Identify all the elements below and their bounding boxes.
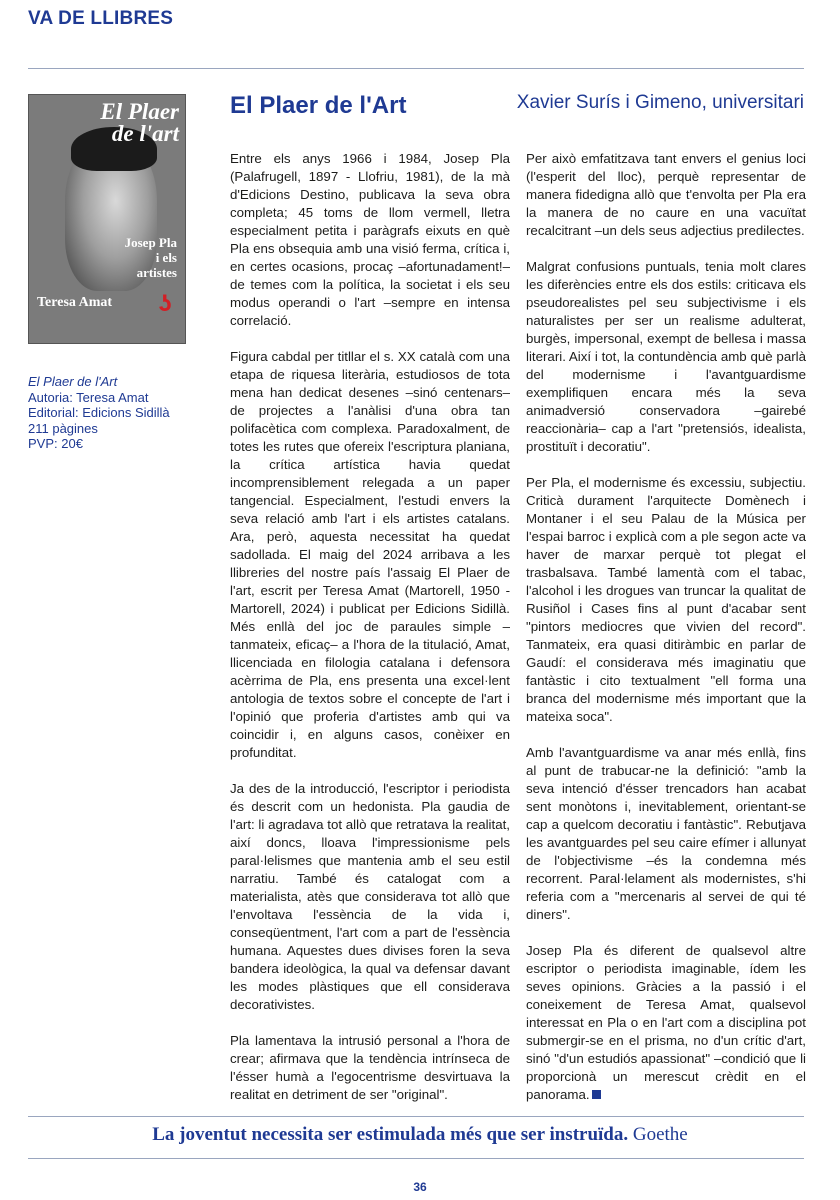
- paragraph: Malgrat confusions puntuals, tenia molt clares les diferències entre els dos estils: criticava els pseudorealistes pel seu subjectivisme i els naturalistes per ser un realisme adulterat, burgès, impersonal, exempt de bellesa i massa literari. Així i tot, la contundència amb què parlà del modernisme i l'avantguardisme exemplifiquen encara més la seva animadversió conservadora –gairebé reaccionària– cap a l'art "pretensiós, idealista, prostituït i decoratiu".: [526, 259, 806, 454]
- paragraph: Amb l'avantguardisme va anar més enllà, fins al punt de trabucar-ne la definició: "amb la seva intenció d'ésser trencadors han acabat sent monòtons i, inevitablement, orientant-se cap a quelcom decoratiu i fantàstic". Rebutjava les avantguardes pel seu caire efímer i allunyat de l'objectivisme –és la condemna més recorrent. Paral·lelament als modernistes, s'hi referia com a "mercenaris al servei de qui té diners".: [526, 745, 806, 922]
- paragraph: Per Pla, el modernisme és excessiu, subjectiu. Criticà durament l'arquitecte Domènech i Montaner i el seu Palau de la Música per l'espai barroc i explicà com a ple segon acte va haver de marxar perquè tot plegat el trasbalsava. També lamentà com el tabac, l'alcohol i les drogues van truncar la qualitat de Rusiñol i Cases fins al punt d'acabar sent "pintors mediocres que vivien del record". Tanmateix, era quasi ditiràmbic en parlar de Gaudí: el considerava més imaginatiu que fantàstic i cito textualment "ell forma una branca del modernisme més important que la mateixa soca".: [526, 475, 806, 724]
- top-divider: [28, 68, 804, 69]
- paragraph: Pla lamentava la intrusió personal a l'hora de crear; afirmava que la tendència intrínseca de l'ésser humà a l'egocentrisme desvirtuava la realitat en detriment de ser "original".: [230, 1033, 510, 1102]
- article-title: El Plaer de l'Art: [230, 92, 407, 119]
- paragraph-last: [526, 942, 806, 1104]
- cover-author: Teresa Amat: [37, 295, 113, 310]
- paragraph: Entre els anys 1966 i 1984, Josep Pla (Palafrugell, 1897 - Llofriu, 1981), de la mà d'Edicions Destino, publicava la seva obra completa; 45 toms de llom vermell, lletra especialment petita i paràgrafs eixuts en què Pla ens obsequia amb una visió ferma, crítica i, en certes ocasions, procaç –afortunadament!– de temes com la política, la societat i els seu modus operandi o l'art –sempre en intensa correlació.: [230, 151, 510, 328]
- cover-title: [29, 101, 179, 145]
- cover-subtitle-line3: artistes: [136, 265, 177, 280]
- article-column-1: [230, 150, 510, 1122]
- paragraph: Figura cabdal per titllar el s. XX català com una etapa de riquesa literària, estudiosos de tota mena han dedicat desenes –sinó centenars– de projectes a l'anàlisi d'una obra tan polifacètica com complexa. Paradoxalment, de totes les rutes que ofereix l'escriptura planiana, la crítica artística havia quedat incomprensiblement relegada a un paper tangencial. Especialment, l'estudi envers la seva relació amb l'art i els artistes catalans. Ara, però, aquesta necessitat ha quedat sadollada. El maig del 2024 arribava a les llibreries del nostre país l'assaig El Plaer de l'art, escrit per Teresa Amat (Martorell, 1950 - Martorell, 2024) i publicat per Edicions Sidillà. Més enllà del joc de paraules simple –tanmateix, eficaç– a l'hora de la titulació, Amat, llicenciada en filologia catalana i defensora acèrrima de Pla, ens presenta una excel·lent antologia de textos sobre el concepte de l'art i l'opinió que proferia d'artistes amb qui va coincidir i, en alguns casos, conèixer en profunditat.: [230, 349, 510, 760]
- cover-subtitle: [125, 235, 177, 280]
- footer-quote: [0, 1124, 840, 1146]
- cover-title-line2: de l'art: [111, 121, 179, 146]
- quote-author: Goethe: [632, 1124, 688, 1145]
- book-price: PVP: 20€: [28, 436, 83, 451]
- book-publisher: Editorial: Edicions Sidillà: [28, 405, 170, 420]
- cover-subtitle-line2: i els: [155, 250, 177, 265]
- quote-divider-bottom: [28, 1158, 804, 1159]
- cover-subtitle-line1: Josep Pla: [124, 235, 177, 250]
- article-author: Xavier Surís i Gimeno, universitari: [516, 92, 804, 113]
- book-title: El Plaer de l'Art: [28, 374, 118, 389]
- page-number: 36: [413, 1180, 427, 1194]
- quote-text: La joventut necessita ser estimulada més que ser instruïda.: [152, 1124, 629, 1145]
- paragraph: Per això emfatitzava tant envers el genius loci (l'esperit del lloc), perquè representar de manera fidedigna allò que t'envolta per Pla era la manera de no caure en una vacuïtat recalcitrant –un dels seus adjectius predilectes.: [526, 151, 806, 238]
- quote-divider-top: [28, 1116, 804, 1117]
- section-title: VA DE LLIBRES: [28, 8, 174, 29]
- paragraph: Ja des de la introducció, l'escriptor i periodista és descrit com un hedonista. Pla gaudia de l'art: li agradava tot allò que retratava la realitat, així doncs, lloava l'impressionisme pels paral·lelismes que mantenia amb el seu estil narratiu. També és catalogat com a materialista, atès que considerava tot allò que l'envoltava l'essència de la vida i, conseqüentment, l'art com a part de l'essència humana. Aquestes dues divises foren la seva bandera ideològica, la qual va defensar davant les modes plàstiques que ell considerava decorativistes.: [230, 781, 510, 1012]
- end-mark-icon: [592, 1090, 601, 1099]
- book-info: [28, 374, 203, 452]
- book-pages: 211 pàgines: [28, 420, 98, 436]
- paragraph-text: Josep Pla és diferent de qualsevol altre escriptor o periodista imaginable, ídem les seves opinions. Gràcies a la passió i el coneixement de Teresa Amat, qualsevol interessat en Pla o en l'art com a disciplina pot submergir-se en el prisma, no d'un crític d'art, sinó "d'un estudiós apassionat" –condició que li proporcionà un merescut crèdit en el panorama.: [526, 943, 806, 1102]
- book-author: Autoria: Teresa Amat: [28, 389, 149, 405]
- article-column-2: [526, 150, 806, 1122]
- book-cover: [28, 94, 186, 344]
- cover-title-line1: El Plaer: [100, 99, 179, 124]
- publisher-logo-icon: ʖ: [158, 290, 172, 317]
